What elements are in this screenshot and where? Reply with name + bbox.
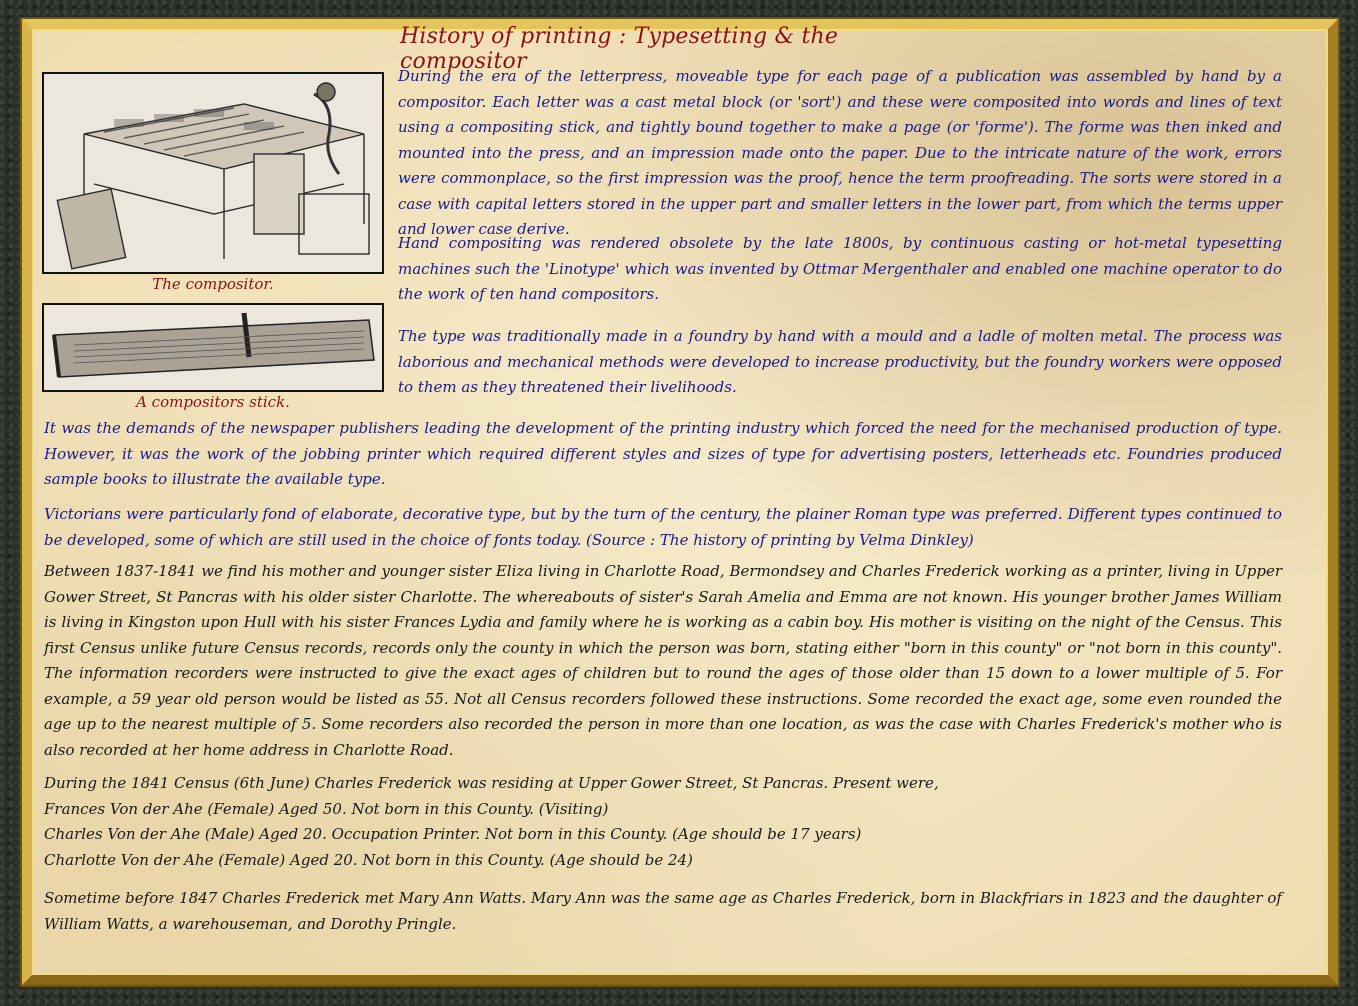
census-record	[44, 771, 1282, 873]
paragraph-census-1841-intro: Between 1837-1841 we find his mother and younger sister Eliza living in Charlotte Road, Bermondsey and Charles Frederick working as a printer, living in Upper Gower Street, St Pancras with his older sister Charlotte. The whereabouts of sister's Sarah Amelia and Emma are not known. His younger brother James William is living in Kingston upon Hull with his sister Frances Lydia and family where he is working as a cabin boy. His mother is visiting on the night of the Census. This first Census unlike future Census records, records only the county in which the person was born, stating either "born in this county" or "not born in this county". The information recorders were instructed to give the exact ages of children but to round the ages of those older than 15 down to a lower multiple of 5. For example, a 59 year old person would be listed as 55. Not all Census recorders followed these instructions. Some recorded the exact age, some even rounded the age up to the nearest multiple of 5. Some recorders also recorded the person in more than one location, as was the case with Charles Frederick's mother who is also recorded at her home address in Charlotte Road.	[44, 562, 1282, 759]
stick-caption: A compositors stick.	[136, 393, 290, 411]
paragraph-foundry: The type was traditionally made in a foundry by hand with a mould and a ladle of molten metal. The process was laborious and mechanical methods were developed to increase productivity, but the foundry workers were opposed to them as they threatened their livelihoods.	[398, 327, 1282, 396]
census-line: Charlotte Von der Ahe (Female) Aged 20. Not born in this County. (Age should be 24)	[44, 850, 693, 869]
census-line: Charles Von der Ahe (Male) Aged 20. Occupation Printer. Not born in this County. (Age should be 17 years)	[44, 825, 862, 843]
paragraph-mary-ann-watts: Sometime before 1847 Charles Frederick met Mary Ann Watts. Mary Ann was the same age as Charles Frederick, born in Blackfriars in 1823 and the daughter of William Watts, a warehouseman, and Dorothy Pringle.	[44, 889, 1282, 933]
compositor-caption: The compositor.	[152, 275, 274, 293]
page-title: History of printing : Typesetting & the compositor	[400, 24, 839, 74]
paragraph-linotype: Hand compositing was rendered obsolete by the late 1800s, by continuous casting or hot-metal typesetting machines such the 'Linotype' which was invented by Ottmar Mergenthaler and enabled one machine operator to do the work of ten hand compositors.	[398, 234, 1282, 303]
paragraph-newspaper: It was the demands of the newspaper publishers leading the development of the printing industry which forced the need for the mechanised production of type. However, it was the work of the jobbing printer which required different styles and sizes of type for advertising posters, letterheads etc. Foundries produced sample books to illustrate the available type.	[44, 419, 1282, 488]
compositors-stick-engraving	[42, 303, 384, 392]
census-line: During the 1841 Census (6th June) Charles Frederick was residing at Upper Gower Street, St Pancras. Present were,	[44, 774, 939, 792]
compositor-engraving	[42, 72, 384, 274]
paragraph-victorians: Victorians were particularly fond of elaborate, decorative type, but by the turn of the century, the plainer Roman type was preferred. Different types continued to be developed, some of which are still used in the choice of fonts today. (Source : The history of printing by Velma Dinkley)	[44, 505, 1282, 549]
census-line: Frances Von der Ahe (Female) Aged 50. Not born in this County. (Visiting)	[44, 799, 609, 818]
paragraph-letterpress: During the era of the letterpress, moveable type for each page of a publication was assembled by hand by a compositor. Each letter was a cast metal block (or 'sort') and these were composited into words and lines of text using a compositing stick, and tightly bound together to make a page (or 'forme'). The forme was then inked and mounted into the press, and an impression made onto the paper. Due to the intricate nature of the work, errors were commonplace, so the first impression was the proof, hence the term proofreading. The sorts were stored in a case with capital letters stored in the upper part and smaller letters in the lower part, from which the terms upper and lower case derive.	[398, 67, 1282, 238]
